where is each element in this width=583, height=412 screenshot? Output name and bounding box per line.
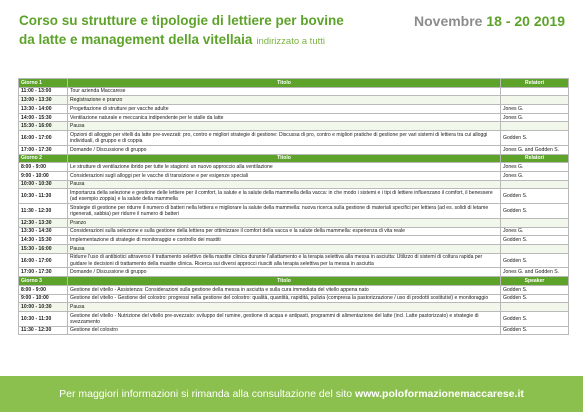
session-time: 10:30 - 11:30	[19, 311, 68, 326]
course-dates	[414, 12, 565, 30]
session-time: 11:00 - 13:00	[19, 87, 68, 96]
schedule-row	[19, 285, 569, 294]
schedule-table	[18, 78, 569, 335]
schedule-row	[19, 145, 569, 154]
schedule-row	[19, 105, 569, 114]
session-time: 17:00 - 17:30	[19, 268, 68, 277]
footer-text: Per maggiori informazioni si rimanda alla consultazione del sito	[59, 388, 353, 400]
schedule-row	[19, 113, 569, 122]
schedule-row	[19, 218, 569, 227]
session-time: 13:30 - 14:30	[19, 227, 68, 236]
session-time: 11:30 - 12:30	[19, 326, 68, 335]
day-label: Giorno 1	[19, 79, 68, 88]
session-speaker	[501, 180, 569, 189]
session-speaker: Godden S.	[501, 326, 569, 335]
session-speaker	[501, 87, 569, 96]
date-month: Novembre	[414, 13, 483, 29]
session-speaker: Jones G.	[501, 227, 569, 236]
session-title: Progettazione di strutture per vacche adulte	[68, 105, 501, 114]
session-time: 9:00 - 10:00	[19, 171, 68, 180]
column-title-header: Titolo	[68, 79, 501, 88]
course-title-line2	[19, 31, 325, 51]
day-header-row	[19, 154, 569, 163]
session-speaker: Godden S.	[501, 236, 569, 245]
session-title: Gestione del vitello - Assistenza: Considerazioni sulla gestione della messa in asciutta e sulla cura immediata del vitello appena nato	[68, 285, 501, 294]
session-time: 17:00 - 17:30	[19, 145, 68, 154]
schedule-row	[19, 326, 569, 335]
column-speaker-header: Relatori	[501, 154, 569, 163]
session-title: Le strutture di ventilazione ibrido per tutte le stagioni: un nuovo approccio alla ventilazione	[68, 163, 501, 172]
session-speaker: Godden S.	[501, 294, 569, 303]
date-end: 20 2019	[514, 13, 565, 29]
schedule-row	[19, 131, 569, 146]
session-time: 8:00 - 9:00	[19, 285, 68, 294]
schedule-row	[19, 268, 569, 277]
session-time: 8:00 - 9:00	[19, 163, 68, 172]
session-title: Registrazione e pranzo	[68, 96, 501, 105]
date-start: 18	[486, 13, 502, 29]
course-audience: indirizzato a tutti	[256, 36, 325, 47]
website-link[interactable]: www.poloformazionemaccarese.it	[355, 388, 524, 400]
session-title: Considerazioni sulla selezione e sulla gestione della lettiera per ottimizzare il comfort della vacca e la salute della mammella: esperienza di vita reale	[68, 227, 501, 236]
column-speaker-header: Relatori	[501, 79, 569, 88]
session-title: Pausa	[68, 244, 501, 253]
session-time: 12:30 - 13:30	[19, 218, 68, 227]
session-speaker: Jones G.	[501, 171, 569, 180]
schedule-row	[19, 87, 569, 96]
column-speaker-header: Speaker	[501, 277, 569, 286]
session-time: 15:30 - 16:00	[19, 122, 68, 131]
session-title: Gestione del vitello - Gestione del colostro: progressi nella gestione del colostro: qualità, quantità, rapidità, pulizia (compresa la pastorizzazione / uso di prodotti sostitutivi) e monitoraggio	[68, 294, 501, 303]
schedule-row	[19, 294, 569, 303]
session-title: Pranzo	[68, 218, 501, 227]
session-title: Pausa	[68, 122, 501, 131]
day-header-row	[19, 277, 569, 286]
footer-banner	[0, 376, 583, 412]
session-speaker: Jones G.	[501, 113, 569, 122]
session-speaker: Jones G. and Godden S.	[501, 145, 569, 154]
session-title: Pausa	[68, 303, 501, 312]
session-time: 10:00 - 10:30	[19, 303, 68, 312]
session-title: Considerazioni sugli alloggi per le vacche di transizione e per esigenze speciali	[68, 171, 501, 180]
schedule-row	[19, 303, 569, 312]
session-title: Opzioni di alloggio per vitelli da latte pre-svezzati: pro, contro e migliori strategie di gestione: Discussa di pro, contro e migliori pratiche di gestione per vari sistemi di lettiera tra cui alloggi individuali, di gruppo e di coppia	[68, 131, 501, 146]
session-speaker	[501, 244, 569, 253]
schedule-row	[19, 180, 569, 189]
session-title: Ventilazione naturale e meccanica indipendente per le stalle da latte	[68, 113, 501, 122]
session-speaker	[501, 303, 569, 312]
session-speaker	[501, 122, 569, 131]
session-title: Gestione del colostro	[68, 326, 501, 335]
schedule-row	[19, 236, 569, 245]
session-title: Implementazione di strategie di monitoraggio e controllo dei mastiti	[68, 236, 501, 245]
session-speaker: Godden S.	[501, 189, 569, 204]
session-title: Tour azienda Maccarese	[68, 87, 501, 96]
schedule-row	[19, 253, 569, 268]
day-label: Giorno 2	[19, 154, 68, 163]
schedule-row	[19, 227, 569, 236]
schedule-row	[19, 311, 569, 326]
session-title: Domande / Discussione di gruppo	[68, 145, 501, 154]
session-title: Strategie di gestione per ridurre il numero di batteri nella lettiera e migliorare la salute della mammella: nuova ricerca sulla gestione di materiali specifici per lettiera (ad es. solidi di letame rigenerati, sabbia) per ridurre il numero di batteri	[68, 204, 501, 219]
session-speaker: Godden S.	[501, 311, 569, 326]
session-title: Domande / Discussione di gruppo	[68, 268, 501, 277]
header	[19, 12, 567, 60]
session-speaker: Godden S.	[501, 131, 569, 146]
schedule-row	[19, 204, 569, 219]
course-title: Corso su strutture e tipologie di lettiere per bovine	[19, 13, 344, 28]
schedule-row	[19, 96, 569, 105]
session-time: 13:00 - 13:30	[19, 96, 68, 105]
session-time: 10:30 - 11:30	[19, 189, 68, 204]
session-speaker	[501, 96, 569, 105]
session-title: Ridurre l'uso di antibiotici attraverso il trattamento selettivo della mastite clinica durante l'allattamento e la terapia selettiva alla messa in asciutta: Utilizzo di sistemi di coltura rapida per guidare le decisioni di trattamento della mastite clinica. Ricerca sui diversi approcci riusciti alla terapia selettiva per la messa in asciutta	[68, 253, 501, 268]
session-time: 10:00 - 10:30	[19, 180, 68, 189]
session-speaker: Godden S.	[501, 253, 569, 268]
date-separator: -	[505, 13, 511, 29]
session-time: 9:00 - 10:00	[19, 294, 68, 303]
session-time: 15:30 - 16:00	[19, 244, 68, 253]
session-title: Importanza della selezione e gestione delle lettiere per il comfort, la salute e la salute della mammella della vacca: in che modo i sistemi e i tipi di lettiere influenzano il comfort, il benessere (ad esempio zoppia) e la salute della mammella	[68, 189, 501, 204]
course-title-continued: da latte e management della vitellaia	[19, 32, 253, 47]
session-time: 16:00 - 17:00	[19, 253, 68, 268]
session-title: Pausa	[68, 180, 501, 189]
day-header-row	[19, 79, 569, 88]
column-title-header: Titolo	[68, 154, 501, 163]
session-speaker	[501, 218, 569, 227]
session-time: 14:30 - 15:30	[19, 236, 68, 245]
session-time: 13:30 - 14:00	[19, 105, 68, 114]
session-speaker: Godden S.	[501, 285, 569, 294]
session-speaker: Jones G.	[501, 163, 569, 172]
session-time: 14:00 - 15:30	[19, 113, 68, 122]
session-speaker: Godden S.	[501, 204, 569, 219]
session-speaker: Jones G.	[501, 105, 569, 114]
session-time: 16:00 - 17:00	[19, 131, 68, 146]
schedule-row	[19, 171, 569, 180]
schedule-row	[19, 163, 569, 172]
schedule-row	[19, 244, 569, 253]
session-title: Gestione del vitello - Nutrizione del vitello pre-svezzato: sviluppo del rumine, gestione di acqua e antipasti, programmi di alimentazione del latte (incl. Latte pastorizzato) e strategie di svezzamento	[68, 311, 501, 326]
schedule-row	[19, 122, 569, 131]
session-speaker: Jones G. and Godden S.	[501, 268, 569, 277]
session-time: 11:30 - 12:30	[19, 204, 68, 219]
schedule-row	[19, 189, 569, 204]
day-label: Giorno 3	[19, 277, 68, 286]
column-title-header: Titolo	[68, 277, 501, 286]
